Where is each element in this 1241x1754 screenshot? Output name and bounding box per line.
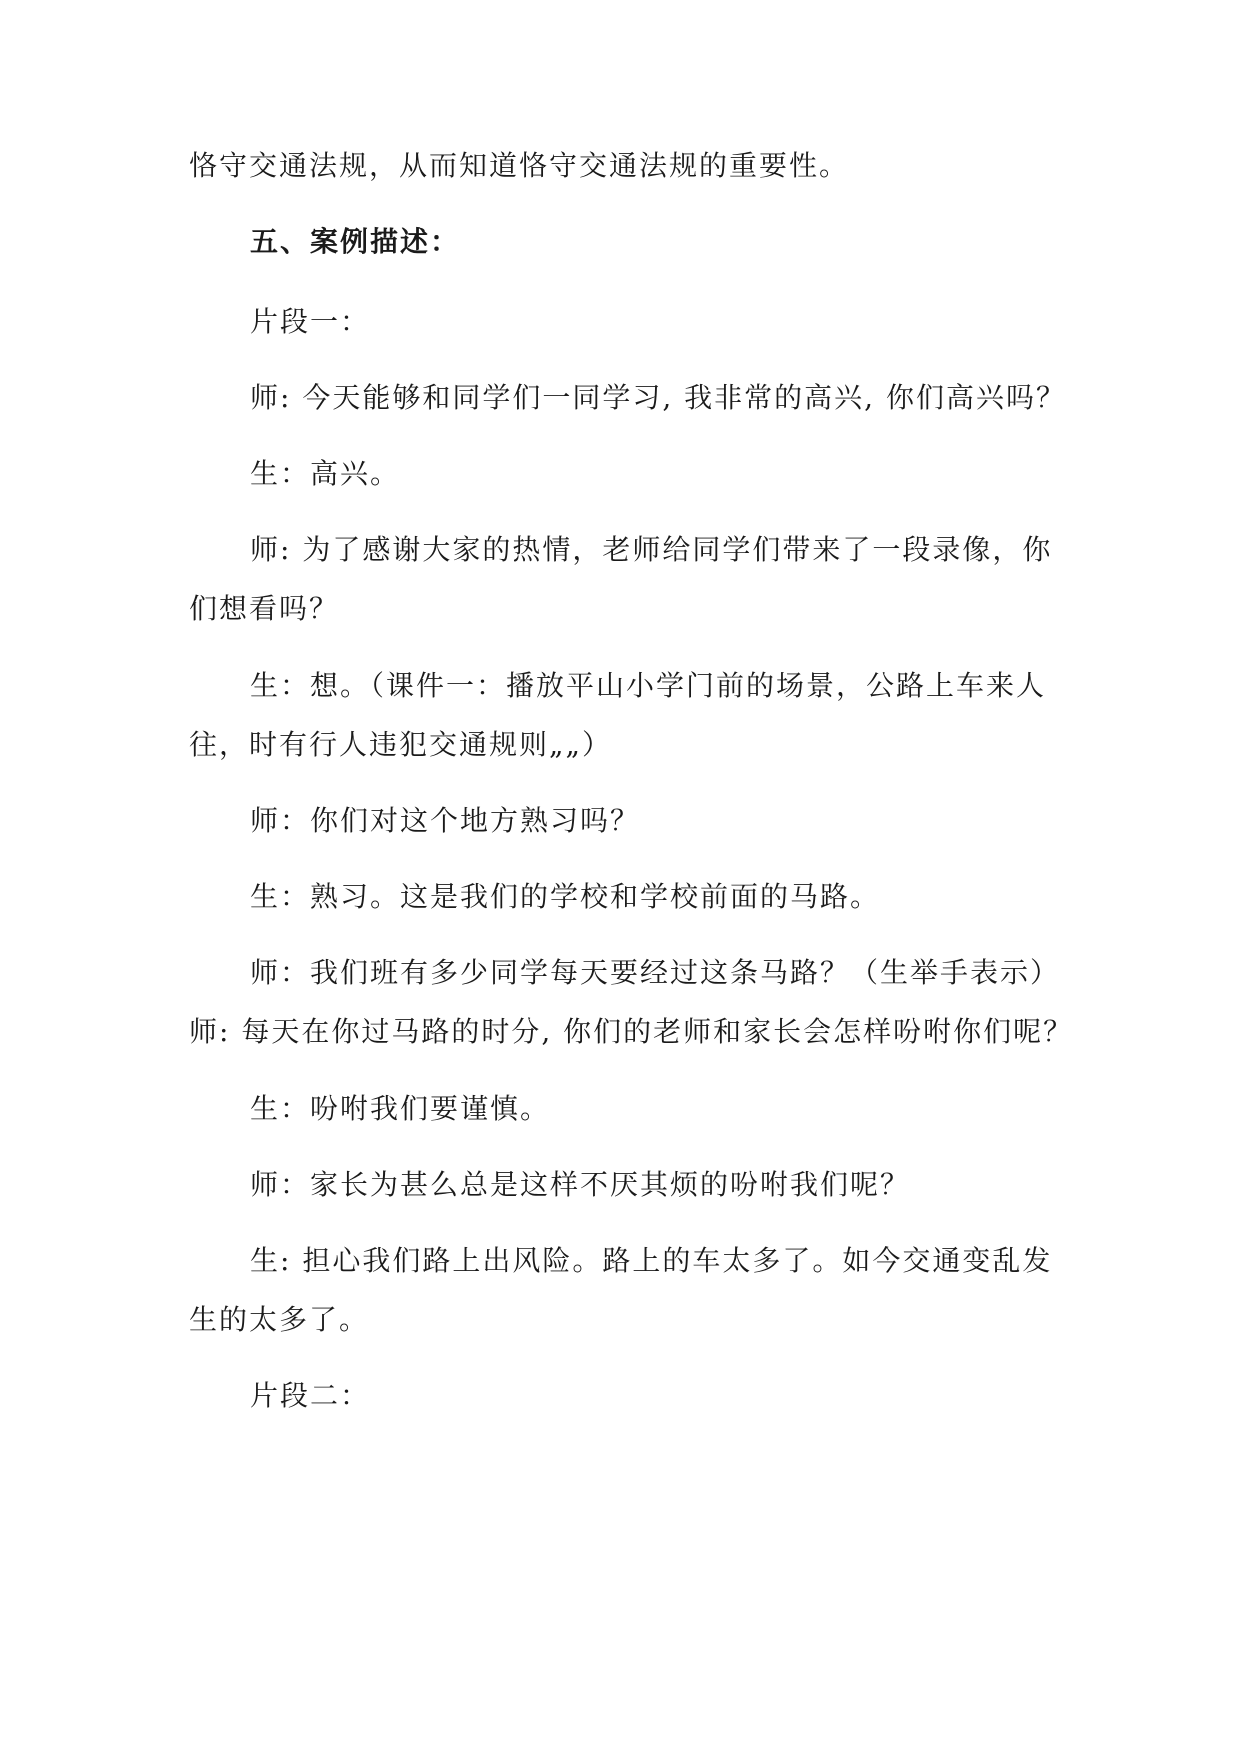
dialogue-line: 生：想。（课件一：播放平山小学门前的场景，公路上车来人 (250, 669, 1047, 702)
dialogue-line: 生：熟习。这是我们的学校和学校前面的马路。 (250, 880, 881, 913)
dialogue-line: 生：高兴。 (250, 457, 401, 490)
dialogue-line-continuation: 往，时有行人违犯交通规则„„） (189, 728, 613, 761)
paragraph-continuation: 恪守交通法规，从而知道恪守交通法规的重要性。 (189, 149, 850, 182)
dialogue-line: 师：你们对这个地方熟习吗？ (250, 804, 641, 837)
dialogue-line: 师: 今天能够和同学们一同学习, 我非常的高兴, 你们高兴吗？ (250, 381, 1066, 414)
segment-heading: 片段二： (250, 1379, 371, 1412)
dialogue-line: 师: 为了感谢大家的热情，老师给同学们带来了一段录像，你 (250, 533, 1053, 566)
dialogue-line: 师：我们班有多少同学每天要经过这条马路？（生举手表示） (250, 956, 1061, 989)
dialogue-line: 生：吩咐我们要谨慎。 (250, 1092, 551, 1125)
segment-heading: 片段一： (250, 305, 371, 338)
section-heading: 五、案例描述： (250, 225, 461, 258)
dialogue-line-continuation: 生的太多了。 (189, 1303, 370, 1336)
dialogue-line: 师：家长为甚么总是这样不厌其烦的吩咐我们呢？ (250, 1168, 911, 1201)
dialogue-line: 生: 担心我们路上出风险。路上的车太多了。如今交通变乱发 (250, 1244, 1053, 1277)
dialogue-line: 师: 每天在你过马路的时分, 你们的老师和家长会怎样吩咐你们呢？ (189, 1015, 1074, 1048)
dialogue-line-continuation: 们想看吗？ (189, 592, 340, 625)
